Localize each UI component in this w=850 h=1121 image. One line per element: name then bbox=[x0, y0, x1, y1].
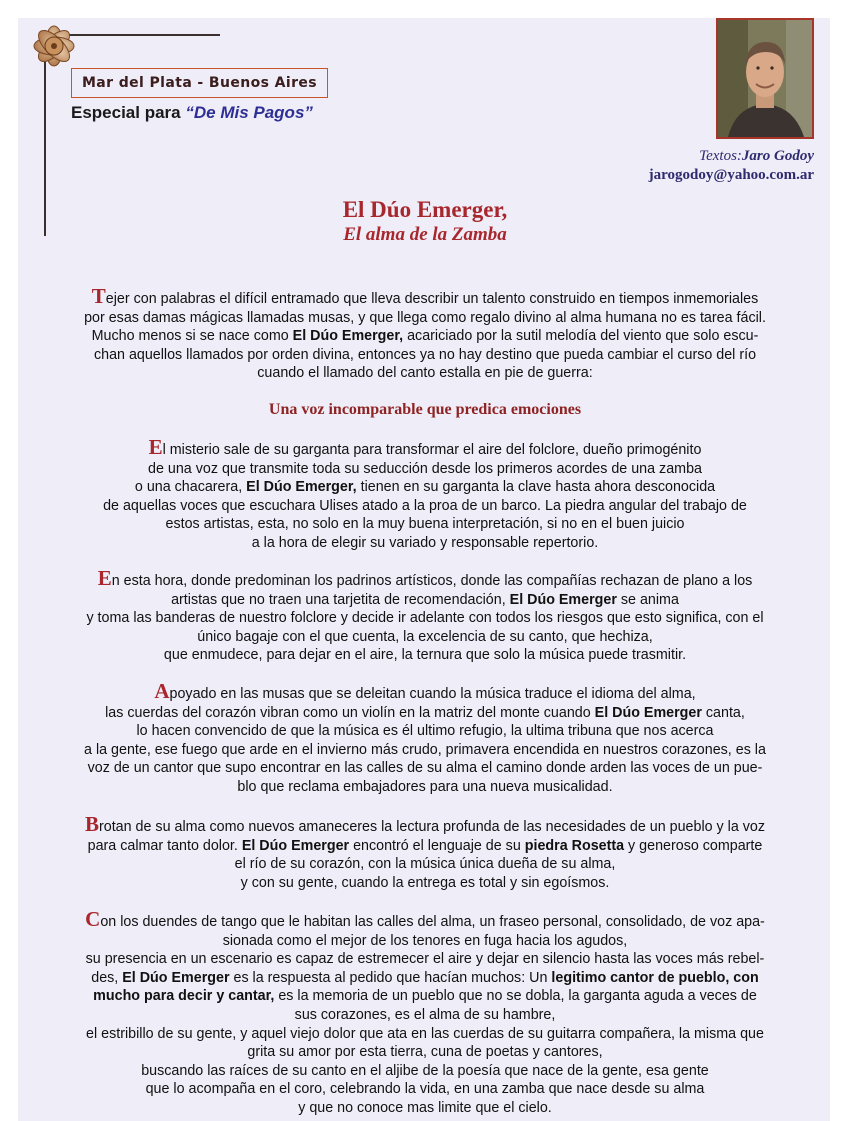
paragraph-line: de una voz que transmite toda su seducción desde los primeros acordes de una zamba bbox=[148, 460, 702, 477]
paragraph-line: grita su amor por esta tierra, cuna de poetas y cantores, bbox=[247, 1044, 603, 1061]
paragraph bbox=[52, 812, 798, 892]
drop-cap: C bbox=[85, 907, 101, 931]
paragraph-line: por esas damas mágicas llamadas musas, y que llega como regalo divino al alma humana no es tarea fácil. bbox=[84, 309, 766, 326]
emphasis-text: piedra Rosetta bbox=[524, 837, 625, 854]
article-title: El Dúo Emerger, bbox=[342, 197, 508, 222]
paragraph-line: blo que reclama embajadores para una nueva musicalidad. bbox=[237, 778, 613, 795]
article-subtitle: El alma de la Zamba bbox=[343, 224, 507, 245]
paragraph-line: sionada como el mejor de los tenores en fuga hacia los agudos, bbox=[222, 932, 628, 949]
emphasis-text: El Dúo Emerger bbox=[509, 591, 617, 608]
paragraph-line: estos artistas, esta, no solo en la muy buena interpretación, si no en el buen juicio bbox=[165, 516, 685, 533]
paragraph-line: Con los duendes de tango que le habitan las calles del alma, un fraseo personal, consolidado, de voz apa- bbox=[85, 907, 765, 931]
drop-cap: E bbox=[97, 566, 112, 590]
paragraph-line: que enmudece, para dejar en el aire, la ternura que solo la música puede trasmitir. bbox=[163, 647, 687, 664]
paragraph-line: que lo acompaña en el coro, celebrando la vida, en una zamba que nace desde su alma bbox=[145, 1081, 705, 1098]
paragraph-line: sus corazones, es el alma de su hambre, bbox=[294, 1006, 556, 1023]
drop-cap: A bbox=[154, 679, 170, 703]
paragraph-line: buscando las raíces de su canto en el aljibe de la poesía que nace de la gente, esa gente bbox=[141, 1062, 709, 1079]
paragraph-line: el río de su corazón, con la música única dueña de su alma, bbox=[234, 856, 616, 873]
paragraph-line: Brotan de su alma como nuevos amaneceres la lectura profunda de las necesidades de un pueblo y la voz bbox=[84, 812, 766, 836]
paragraph-line: artistas que no traen una tarjetita de recomendación, El Dúo Emerger se anima bbox=[171, 591, 679, 608]
emphasis-text: legitimo cantor de pueblo, con bbox=[551, 969, 759, 986]
paragraph-line: El misterio sale de su garganta para transformar el aire del folclore, dueño primogénito bbox=[148, 435, 702, 459]
author-name: Jaro Godoy bbox=[741, 148, 814, 164]
paragraph-line: su presencia en un escenario es capaz de estremecer el aire y dejar en silencio hasta las voces más rebel- bbox=[85, 951, 765, 968]
paragraph-line: a la gente, ese fuego que arde en el invierno más crudo, primavera encendida en nuestros corazones, es la bbox=[84, 741, 766, 758]
paragraph-line: Mucho menos si se nace como El Dúo Emerger, acariciado por la sutil melodía del viento que solo escu- bbox=[91, 328, 759, 345]
emphasis-text: El Dúo Emerger bbox=[122, 969, 230, 986]
article-title-block bbox=[0, 196, 850, 246]
author-email: jarogodoy@yahoo.com.ar bbox=[648, 167, 814, 183]
special-prefix: Especial para bbox=[71, 103, 181, 122]
special-for-line bbox=[71, 103, 313, 123]
section-subheading: Una voz incomparable que predica emociones bbox=[268, 401, 582, 418]
paragraph-line: para calmar tanto dolor. El Dúo Emerger encontró el lenguaje de su piedra Rosetta y generoso comparte bbox=[87, 837, 763, 854]
paragraph-line: y toma las banderas de nuestro folclore y decide ir adelante con todos los riesgos que esto significa, con el bbox=[86, 610, 764, 627]
paragraph-line: des, El Dúo Emerger es la respuesta al pedido que hacían muchos: Un legitimo cantor de pueblo, con bbox=[91, 969, 759, 986]
magazine-name: “De Mis Pagos” bbox=[185, 103, 313, 122]
drop-cap: T bbox=[91, 284, 106, 308]
paragraph-line: o una chacarera, El Dúo Emerger, tienen en su garganta la clave hasta ahora desconocida bbox=[134, 479, 716, 496]
paragraph bbox=[52, 566, 798, 665]
credits-label: Textos: bbox=[699, 148, 742, 164]
paragraph-line: Tejer con palabras el difícil entramado que lleva describir un talento construido en tiempos inmemoriales bbox=[91, 284, 759, 308]
paragraph bbox=[52, 679, 798, 797]
location-label: Mar del Plata - Buenos Aires bbox=[71, 68, 328, 98]
paragraph bbox=[52, 907, 798, 1118]
emphasis-text: El Dúo Emerger, bbox=[246, 479, 357, 496]
paragraph-line: chan aquellos llamados por orden divina, entonces ya no hay destino que pueda cambiar el curso del río bbox=[93, 346, 757, 363]
paragraph bbox=[52, 284, 798, 383]
drop-cap: E bbox=[148, 435, 163, 459]
paragraph bbox=[52, 435, 798, 553]
paragraph-line: el estribillo de su gente, y aquel viejo dolor que ata en las cuerdas de su guitarra compañera, la misma que bbox=[86, 1025, 764, 1042]
paragraph-line: único bagaje con el que cuenta, la excelencia de su canto, que hechiza, bbox=[197, 628, 653, 645]
paragraph-line: mucho para decir y cantar, es la memoria de un pueblo que no se dobla, la garganta aguda a veces de bbox=[93, 988, 757, 1005]
drop-cap: B bbox=[84, 812, 99, 836]
paragraph-line: voz de un cantor que supo encontrar en las calles de su alma el camino donde arden las voces de un pue- bbox=[87, 760, 763, 777]
emphasis-text: El Dúo Emerger bbox=[594, 704, 702, 721]
author-photo bbox=[716, 18, 814, 139]
credits bbox=[649, 147, 814, 185]
paragraph-line: lo hacen convencido de que la música es él ultimo refugio, la ultima tribuna que nos acerca bbox=[136, 723, 714, 740]
emphasis-text: El Dúo Emerger bbox=[241, 837, 350, 854]
emphasis-text: El Dúo Emerger, bbox=[292, 328, 404, 345]
paragraph-line: de aquellas voces que escuchara Ulises atado a la proa de un barco. La piedra angular del trabajo de bbox=[103, 497, 747, 514]
paragraph-line: a la hora de elegir su variado y responsable repertorio. bbox=[251, 534, 599, 551]
paragraph-line: y con su gente, cuando la entrega es total y sin egoísmos. bbox=[240, 874, 610, 891]
paragraph-line: y que no conoce mas limite que el cielo. bbox=[298, 1099, 552, 1116]
paragraph-line: En esta hora, donde predominan los padrinos artísticos, donde las compañías rechazan de plano a los bbox=[97, 566, 753, 590]
paragraph-line: cuando el llamado del canto estalla en pie de guerra: bbox=[257, 365, 593, 382]
emphasis-text: mucho para decir y cantar, bbox=[93, 988, 275, 1005]
paragraph-line: las cuerdas del corazón vibran como un violín en la matriz del monte cuando El Dúo Emerger canta, bbox=[105, 704, 745, 721]
paragraph-line: Apoyado en las musas que se deleitan cuando la música traduce el idioma del alma, bbox=[154, 679, 696, 703]
